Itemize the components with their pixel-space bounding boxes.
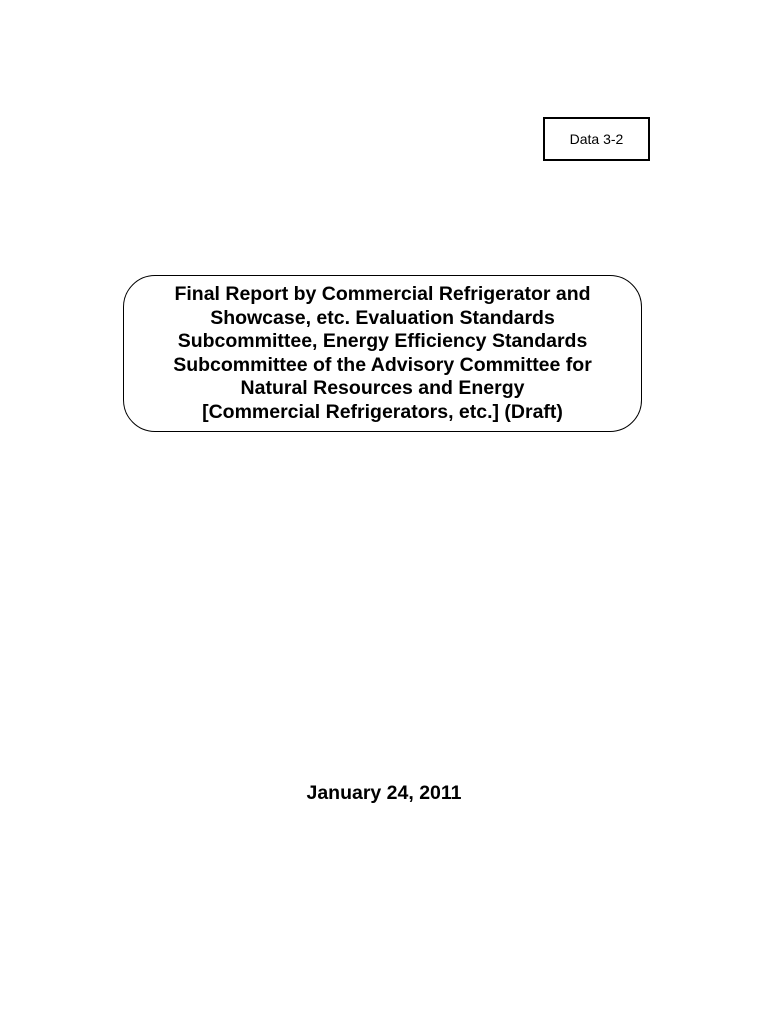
data-label: Data 3-2 [569, 131, 624, 147]
data-label-box [543, 117, 650, 161]
title-line-1: Final Report by Commercial Refrigerator and [174, 283, 591, 305]
title-box [123, 275, 642, 432]
title-line-4: Subcommittee of the Advisory Committee for [173, 353, 592, 376]
title-line-2: Showcase, etc. Evaluation Standards [210, 306, 555, 329]
title-line-3: Subcommittee, Energy Efficiency Standards [177, 330, 588, 352]
title-line-6: [Commercial Refrigerators, etc.] (Draft) [202, 400, 563, 423]
document-date: January 24, 2011 [306, 782, 462, 804]
title-line-5: Natural Resources and Energy [240, 377, 525, 399]
